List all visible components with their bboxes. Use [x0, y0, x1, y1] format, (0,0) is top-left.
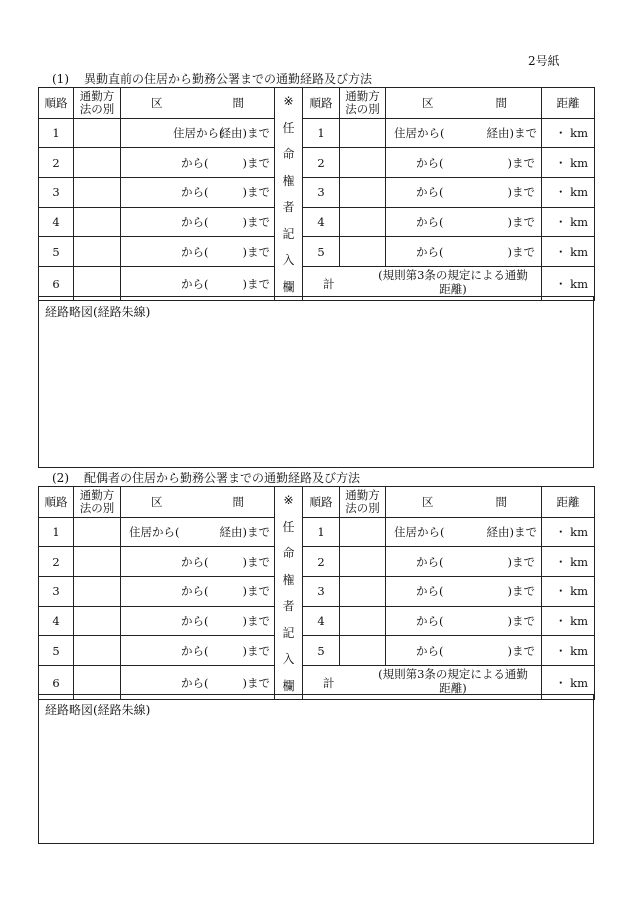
- total-note: (規則第3条の規定による通勤 距離): [378, 667, 528, 696]
- distance-cell[interactable]: ・ km: [542, 237, 595, 267]
- total-distance-cell[interactable]: ・ km: [542, 666, 595, 700]
- method-cell[interactable]: [340, 517, 386, 547]
- section-2-number: (2): [52, 471, 69, 485]
- distance-cell[interactable]: ・ km: [542, 577, 595, 607]
- total-distance-cell[interactable]: ・ km: [542, 267, 595, 301]
- route-number: 3: [39, 178, 74, 208]
- segment-cell[interactable]: から( )まで: [386, 237, 542, 267]
- segment-cell[interactable]: から( )まで: [386, 148, 542, 178]
- segment-cell[interactable]: から( )まで: [121, 237, 275, 267]
- route-number: 3: [303, 577, 340, 607]
- segment-cell[interactable]: から( )まで: [386, 636, 542, 666]
- segment-cell[interactable]: から( )まで: [121, 636, 275, 666]
- method-cell[interactable]: [74, 178, 121, 208]
- header-interval: 区 間: [121, 487, 275, 518]
- header-interval-right: 区 間: [386, 88, 542, 119]
- segment-cell[interactable]: から( )まで: [386, 207, 542, 237]
- route-number: 5: [39, 237, 74, 267]
- header-interval: 区 間: [121, 88, 275, 119]
- method-cell[interactable]: [74, 636, 121, 666]
- total-note: (規則第3条の規定による通勤 距離): [378, 268, 528, 297]
- route-number: 5: [303, 636, 340, 666]
- segment-cell[interactable]: から( )まで: [386, 178, 542, 208]
- route-number: 5: [303, 237, 340, 267]
- segment-cell[interactable]: から( )まで: [121, 577, 275, 607]
- method-cell[interactable]: [74, 517, 121, 547]
- route-map-box-1[interactable]: [38, 296, 594, 468]
- section-1-title: [52, 70, 372, 87]
- method-cell[interactable]: [340, 606, 386, 636]
- header-order: 順路: [39, 88, 74, 119]
- method-cell[interactable]: [340, 237, 386, 267]
- distance-cell[interactable]: ・ km: [542, 148, 595, 178]
- appointer-entry-column: ※ 任 命 権 者 記 入 欄: [275, 487, 303, 700]
- segment-cell[interactable]: 住居から( 経由)まで: [121, 517, 275, 547]
- route-number: 4: [39, 207, 74, 237]
- header-method: 通勤方 法の別: [74, 487, 121, 518]
- route-table-2: [38, 486, 595, 700]
- distance-cell[interactable]: ・ km: [542, 118, 595, 148]
- segment-cell[interactable]: 住居から( 経由)まで: [121, 118, 275, 148]
- method-cell[interactable]: [74, 118, 121, 148]
- route-map-box-2[interactable]: [38, 694, 594, 844]
- distance-cell[interactable]: ・ km: [542, 207, 595, 237]
- route-number: 6: [39, 267, 74, 301]
- segment-cell[interactable]: 住居から( 経由)まで: [386, 118, 542, 148]
- route-number: 6: [39, 666, 74, 700]
- header-distance: 距離: [542, 487, 595, 518]
- header-method: 通勤方 法の別: [74, 88, 121, 119]
- segment-cell[interactable]: から( )まで: [121, 267, 275, 301]
- method-cell[interactable]: [74, 237, 121, 267]
- section-1-heading: 異動直前の住居から勤務公署までの通勤経路及び方法: [84, 72, 373, 86]
- route-number: 1: [39, 118, 74, 148]
- route-number: 1: [303, 517, 340, 547]
- segment-cell[interactable]: から( )まで: [121, 666, 275, 700]
- total-label: 計: [323, 675, 335, 690]
- method-cell[interactable]: [74, 577, 121, 607]
- appointer-entry-column: ※ 任 命 権 者 記 入 欄: [275, 88, 303, 301]
- route-number: 1: [303, 118, 340, 148]
- route-number: 4: [39, 606, 74, 636]
- route-map-label: 経路略図(経路朱線): [45, 305, 151, 319]
- segment-cell[interactable]: から( )まで: [121, 178, 275, 208]
- segment-cell[interactable]: から( )まで: [121, 606, 275, 636]
- method-cell[interactable]: [340, 178, 386, 208]
- method-cell[interactable]: [74, 606, 121, 636]
- section-2-title: [52, 469, 360, 486]
- distance-cell[interactable]: ・ km: [542, 517, 595, 547]
- distance-cell[interactable]: ・ km: [542, 547, 595, 577]
- segment-cell[interactable]: 住居から( 経由)まで: [386, 517, 542, 547]
- route-map-label: 経路略図(経路朱線): [45, 703, 151, 717]
- method-cell[interactable]: [340, 207, 386, 237]
- method-cell[interactable]: [74, 207, 121, 237]
- method-cell[interactable]: [340, 148, 386, 178]
- total-label: 計: [323, 276, 335, 291]
- method-cell[interactable]: [74, 547, 121, 577]
- header-order: 順路: [39, 487, 74, 518]
- method-cell[interactable]: [74, 148, 121, 178]
- distance-cell[interactable]: ・ km: [542, 178, 595, 208]
- header-distance: 距離: [542, 88, 595, 119]
- route-number: 2: [39, 547, 74, 577]
- route-number: 1: [39, 517, 74, 547]
- method-cell[interactable]: [340, 118, 386, 148]
- distance-cell[interactable]: ・ km: [542, 606, 595, 636]
- method-cell[interactable]: [340, 636, 386, 666]
- route-number: 4: [303, 606, 340, 636]
- method-cell[interactable]: [340, 547, 386, 577]
- header-order-right: 順路: [303, 88, 340, 119]
- route-table-1: [38, 87, 595, 301]
- segment-cell[interactable]: から( )まで: [386, 547, 542, 577]
- route-number: 2: [39, 148, 74, 178]
- header-order-right: 順路: [303, 487, 340, 518]
- segment-cell[interactable]: から( )まで: [121, 547, 275, 577]
- segment-cell[interactable]: から( )まで: [386, 606, 542, 636]
- route-number: 2: [303, 148, 340, 178]
- route-number: 3: [303, 178, 340, 208]
- header-interval-right: 区 間: [386, 487, 542, 518]
- route-number: 4: [303, 207, 340, 237]
- route-number: 2: [303, 547, 340, 577]
- distance-cell[interactable]: ・ km: [542, 636, 595, 666]
- segment-cell[interactable]: から( )まで: [121, 207, 275, 237]
- form-number: 2号紙: [528, 54, 560, 68]
- header-method-right: 通勤方 法の別: [340, 487, 386, 518]
- section-1-number: (1): [52, 72, 69, 86]
- segment-cell[interactable]: から( )まで: [121, 148, 275, 178]
- route-number: 5: [39, 636, 74, 666]
- section-2-heading: 配偶者の住居から勤務公署までの通勤経路及び方法: [84, 471, 361, 485]
- route-number: 3: [39, 577, 74, 607]
- header-method-right: 通勤方 法の別: [340, 88, 386, 119]
- segment-cell[interactable]: から( )まで: [386, 577, 542, 607]
- method-cell[interactable]: [340, 577, 386, 607]
